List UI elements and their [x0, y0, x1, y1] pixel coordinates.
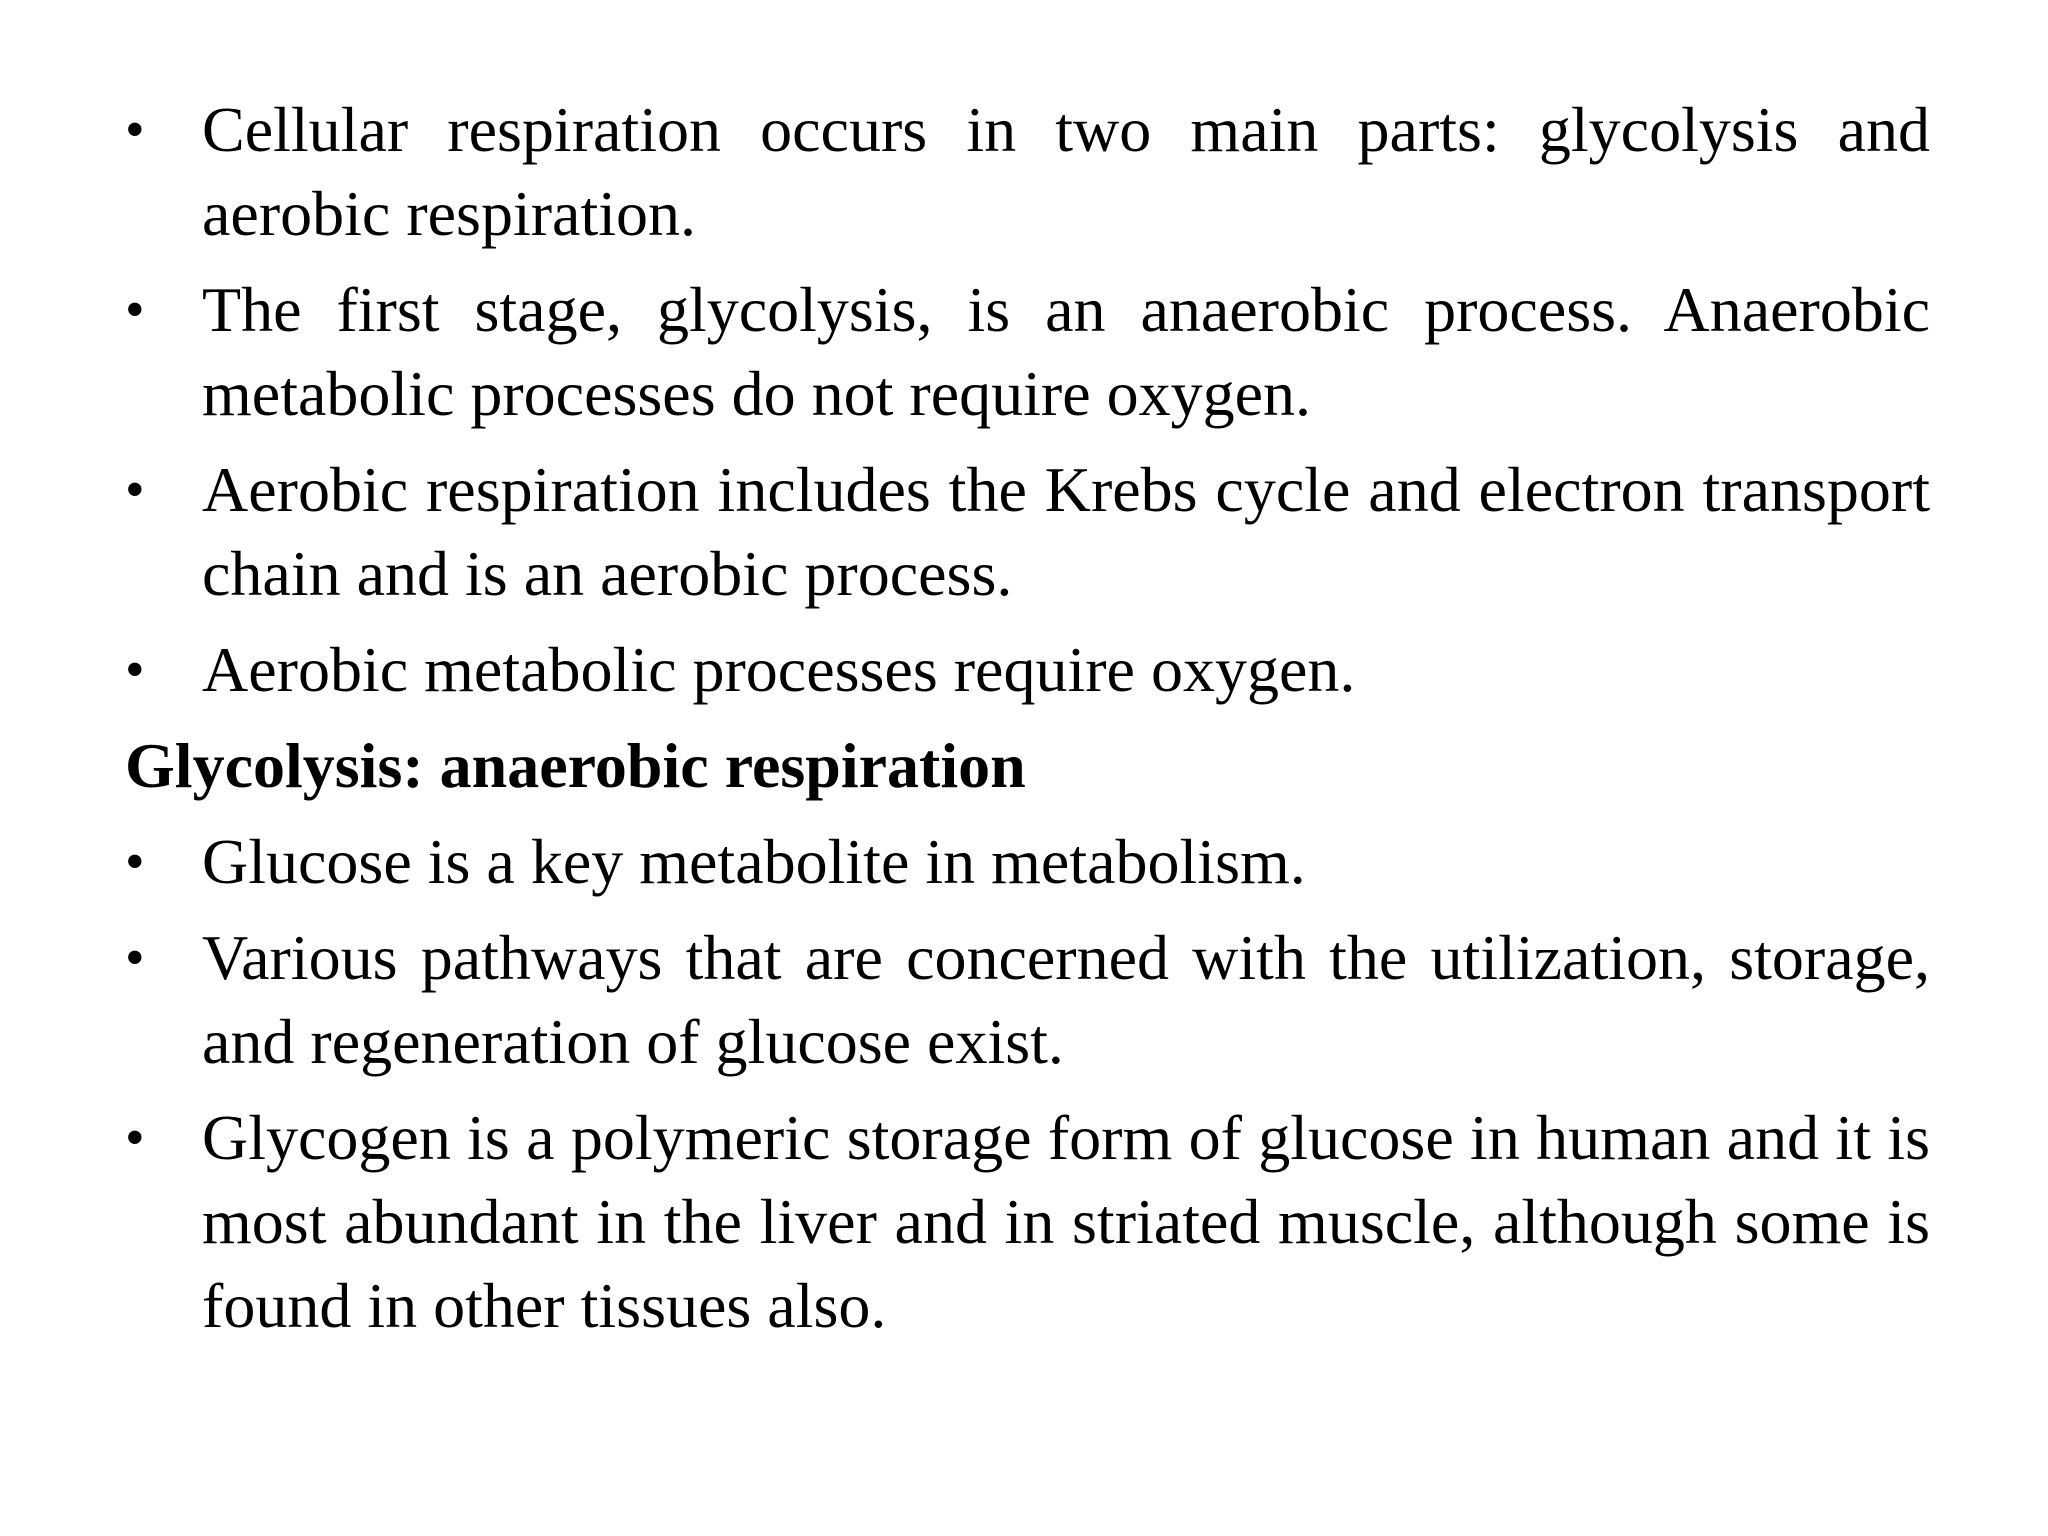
- bullet-icon: •: [125, 927, 145, 989]
- bullet-text: Various pathways that are concerned with the utilization, storage, and regeneration of glucose exist.: [202, 922, 1930, 1077]
- bullet-text: Glucose is a key metabolite in metabolism.: [202, 826, 1306, 897]
- slide-content: [125, 88, 1930, 1360]
- bullet-text: Glycogen is a polymeric storage form of glucose in human and it is most abundant in the liver and in striated muscle, although some is found in other tissues also.: [202, 1102, 1930, 1341]
- bullet-icon: •: [125, 1107, 145, 1169]
- bullet-icon: •: [125, 459, 145, 521]
- list-item: [125, 820, 1930, 904]
- section-bullet-list: [125, 820, 1930, 1348]
- intro-bullet-list: [125, 88, 1930, 712]
- bullet-icon: •: [125, 831, 145, 893]
- bullet-icon: •: [125, 639, 145, 701]
- list-item: [125, 628, 1930, 712]
- list-item: [125, 448, 1930, 616]
- list-item: [125, 268, 1930, 436]
- bullet-icon: •: [125, 99, 145, 161]
- bullet-text: Cellular respiration occurs in two main parts: glycolysis and aerobic respiration.: [202, 94, 1930, 249]
- bullet-text: The first stage, glycolysis, is an anaerobic process. Anaerobic metabolic processes do not require oxygen.: [202, 274, 1930, 429]
- section-heading: Glycolysis: anaerobic respiration: [125, 730, 1026, 801]
- list-item: [125, 88, 1930, 256]
- bullet-text: Aerobic metabolic processes require oxygen.: [202, 634, 1356, 705]
- bullet-text: Aerobic respiration includes the Krebs cycle and electron transport chain and is an aerobic process.: [202, 454, 1930, 609]
- bullet-icon: •: [125, 279, 145, 341]
- list-item: [125, 1096, 1930, 1348]
- list-item: [125, 916, 1930, 1084]
